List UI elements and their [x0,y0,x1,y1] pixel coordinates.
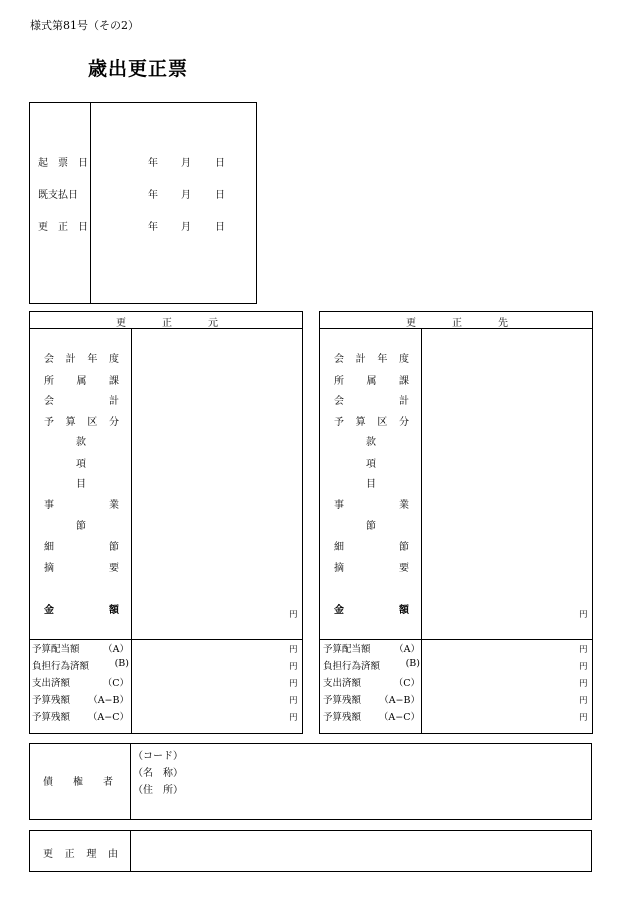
creditor-label-char-1: 債 [43,777,53,788]
original-field-label: 節 [76,521,86,532]
date-label-issue: 起 票 日 [38,158,88,169]
date-day-1: 日 [215,158,225,169]
reason-label-char-1: 更 [43,849,53,860]
target-field-label: 会 計 年 度 [334,354,409,365]
target-header-char-3: 先 [498,318,508,329]
original-field-label: 項 [76,459,86,470]
creditor-label [43,773,113,788]
target-budget-row: 負担行為済額 (B) [323,658,420,672]
creditor-code-label: （コード） [133,751,183,762]
creditor-label-char-3: 者 [103,777,113,788]
original-field-label: 予 算 区 分 [44,417,119,428]
original-budget-row: 予算配当額 （A） [32,644,129,655]
target-field-label: 項 [366,459,376,470]
creditor-address-label: （住 所） [133,785,183,796]
original-field-label: 所 属 課 [44,376,119,387]
target-budget-row: 支出済額 （C） [323,678,420,689]
target-budget-row-yen: 円 [579,662,588,672]
reason-label-char-3: 理 [86,849,97,860]
original-budget-row: 負担行為済額 (B) [32,658,129,672]
target-field-label: 細 節 [334,542,409,553]
original-header-char-1: 更 [116,318,126,329]
target-field-label: 摘 要 [334,563,409,574]
target-field-label: 款 [366,437,376,448]
form-number: 様式第81号（その2） [30,19,139,32]
original-field-label: 会 計 年 度 [44,354,119,365]
original-header-char-2: 正 [162,318,172,329]
target-budget-row: 予算残額 （A−C） [323,712,420,723]
target-header-char-2: 正 [452,318,462,329]
target-budget-row: 予算配当額 （A） [323,644,420,655]
original-budget-row: 支出済額 （C） [32,678,129,689]
original-field-label: 会 計 [44,396,119,407]
page-title: 歳出更正票 [88,58,189,80]
original-field-label: 款 [76,437,86,448]
original-header-char-3: 元 [208,318,218,329]
original-budget-row-yen: 円 [289,645,298,655]
reason-label-char-2: 正 [64,849,75,860]
creditor-box [29,743,592,820]
date-day-2: 日 [215,190,225,201]
target-budget-row-yen: 円 [579,679,588,689]
target-field-label: 予 算 区 分 [334,417,409,428]
target-amount-label: 金 額 [334,605,409,616]
date-month-3: 月 [181,222,191,233]
original-budget-row: 予算残額 （A−C） [32,712,129,723]
original-budget-row-yen: 円 [289,713,298,723]
original-budget-row-yen: 円 [289,662,298,672]
original-header [30,314,302,328]
date-month-1: 月 [181,158,191,169]
target-budget-row: 予算残額 （A−B） [323,695,420,706]
original-budget-row-yen: 円 [289,696,298,706]
reason-label [43,845,118,860]
target-amount-yen: 円 [579,610,588,620]
date-day-3: 日 [215,222,225,233]
target-budget-row-yen: 円 [579,645,588,655]
date-month-2: 月 [181,190,191,201]
date-year-3: 年 [148,222,158,233]
target-header [320,314,592,328]
target-field-label: 所 属 課 [334,376,409,387]
target-field-label: 目 [366,479,376,490]
original-field-label: 摘 要 [44,563,119,574]
creditor-name-label: （名 称） [133,768,183,779]
target-field-label: 事 業 [334,500,409,511]
date-label-paid: 既支払日 [38,190,78,201]
target-budget-row-yen: 円 [579,713,588,723]
original-budget-row-yen: 円 [289,679,298,689]
original-field-label: 事 業 [44,500,119,511]
original-field-label: 目 [76,479,86,490]
target-header-char-1: 更 [406,318,416,329]
date-label-correction: 更 正 日 [38,222,88,233]
original-field-label: 細 節 [44,542,119,553]
target-field-label: 会 計 [334,396,409,407]
original-budget-row: 予算残額 （A−B） [32,695,129,706]
original-amount-yen: 円 [289,610,298,620]
date-year-1: 年 [148,158,158,169]
reason-label-char-4: 由 [107,849,118,860]
original-amount-label: 金 額 [44,605,119,616]
date-box [29,102,257,304]
date-year-2: 年 [148,190,158,201]
target-budget-row-yen: 円 [579,696,588,706]
creditor-label-char-2: 権 [73,777,83,788]
target-field-label: 節 [366,521,376,532]
